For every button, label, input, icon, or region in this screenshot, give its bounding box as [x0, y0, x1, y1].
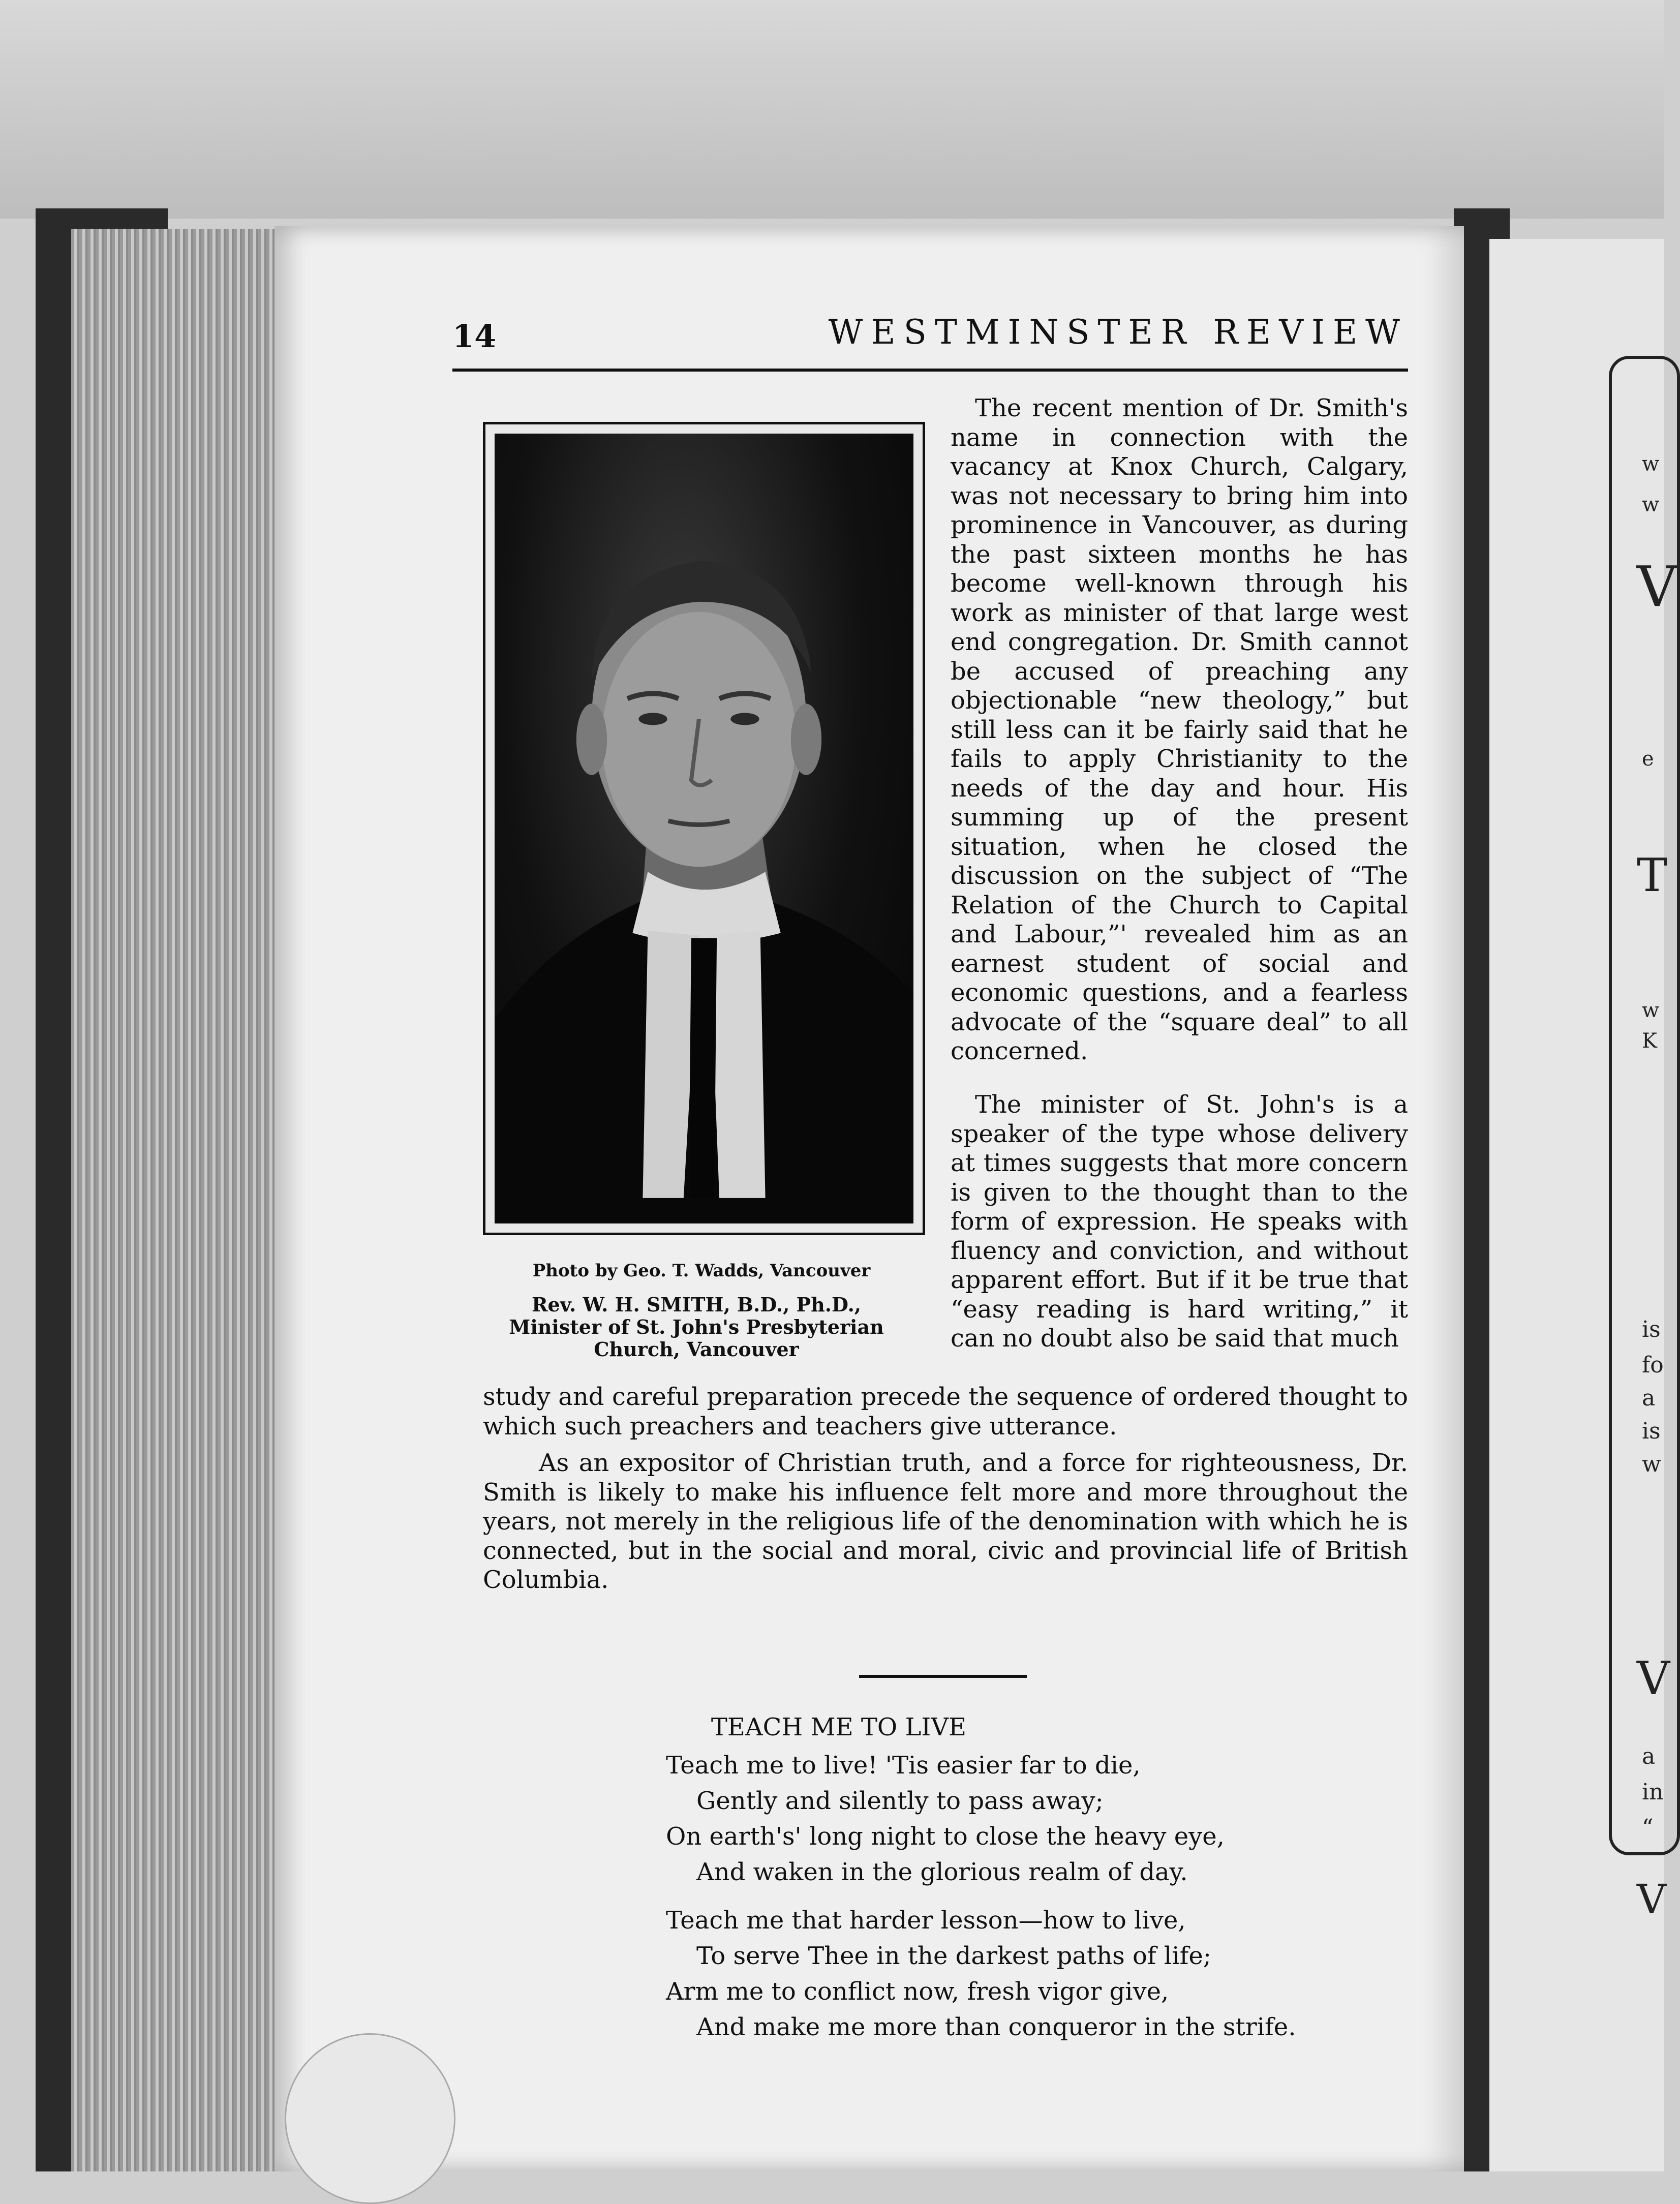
- facing-fragment: w: [1642, 999, 1660, 1022]
- facing-fragment: w: [1642, 452, 1660, 476]
- poem-line: And make me more than conqueror in the strife.: [696, 2013, 1296, 2041]
- poem-line: Teach me that harder lesson—how to live,: [666, 1906, 1186, 1935]
- portrait-photo: [495, 434, 913, 1223]
- article-paragraph: As an expositor of Christian truth, and a force for righteousness, Dr. Smith is likely to make his influence felt more and more throughout the years, not merely in the religious life of the denomination with which he is connected, but in the social and moral, civic and provincial life of British Columbia.: [483, 1449, 1408, 1594]
- facing-fragment: a: [1642, 1385, 1656, 1411]
- photo-background: [0, 0, 1664, 219]
- facing-fragment: is: [1642, 1317, 1661, 1342]
- poem-line: Arm me to conflict now, fresh vigor give,: [666, 1977, 1169, 2006]
- facing-fragment: e: [1642, 747, 1654, 771]
- running-head: [452, 313, 1408, 372]
- poem-line: On earth's' long night to close the heavy eye,: [666, 1822, 1225, 1851]
- photo-caption: [442, 1294, 951, 1361]
- facing-fragment: is: [1642, 1418, 1661, 1444]
- facing-fragment: V: [1637, 1652, 1670, 1705]
- portrait-illustration: [495, 434, 913, 1223]
- article-paragraph-continued: study and careful preparation precede the sequence of ordered thought to which such preachers and teachers give utterance.: [483, 1383, 1408, 1441]
- article-paragraph: The minister of St. John's is a speaker of the type whose delivery at times suggests that more concern is given to the thought than to the form of expression. He speaks with fluency and conviction, and without apparent effort. But if it be true that “easy reading is hard writing,” it can no doubt also be said that much: [951, 1090, 1408, 1353]
- facing-fragment: w: [1642, 493, 1660, 516]
- facing-fragment: “: [1642, 1815, 1654, 1841]
- facing-fragment: fo: [1642, 1352, 1664, 1378]
- facing-fragment: w: [1642, 1451, 1661, 1477]
- poem-line: Gently and silently to pass away;: [696, 1787, 1104, 1815]
- caption-line: Minister of St. John's Presbyterian: [509, 1315, 884, 1338]
- facing-page-border: [1609, 356, 1680, 1855]
- photo-credit: Photo by Geo. T. Wadds, Vancouver: [532, 1261, 871, 1281]
- poem-line: Teach me to live! 'Tis easier far to die,: [666, 1751, 1141, 1780]
- book-page: [274, 226, 1464, 2171]
- poem-line: To serve Thee in the darkest paths of life;: [696, 1942, 1211, 1970]
- caption-line: Church, Vancouver: [594, 1338, 799, 1361]
- page-edges: [71, 229, 285, 2171]
- facing-fragment: V: [1637, 1876, 1666, 1923]
- caption-line: Rev. W. H. SMITH, B.D., Ph.D.,: [531, 1293, 862, 1316]
- page-number: 14: [452, 318, 497, 355]
- facing-fragment: T: [1637, 849, 1668, 902]
- facing-fragment: K: [1642, 1029, 1657, 1053]
- facing-fragment: a: [1642, 1743, 1656, 1769]
- article-paragraph: The recent mention of Dr. Smith's name in connection with the vacancy at Knox Church, Calgary, was not necessary to bring him into prominence in Vancouver, as during the past sixteen months he has become well-known through his work as minister of that large west end congregation. Dr. Smith cannot be accused of preaching any objectionable “new theology,” but still less can it be fairly said that he fails to apply Christianity to the needs of the day and hour. His summing up of the present situation, when he closed the discussion on the subject of “The Relation of the Church to Capital and Labour,”' revealed him as an earnest student of social and economic questions, and a fearless advocate of the “square deal” to all concerned.: [951, 394, 1408, 1065]
- poem-line: And waken in the glorious realm of day.: [696, 1858, 1188, 1886]
- section-divider: [859, 1675, 1027, 1678]
- thumb-holding-page: [285, 2033, 455, 2204]
- journal-title: WESTMINSTER REVIEW: [828, 313, 1408, 352]
- facing-fragment: V: [1637, 554, 1677, 619]
- portrait-frame: [483, 422, 925, 1235]
- facing-fragment: in: [1642, 1779, 1664, 1805]
- poem-title: TEACH ME TO LIVE: [711, 1713, 967, 1741]
